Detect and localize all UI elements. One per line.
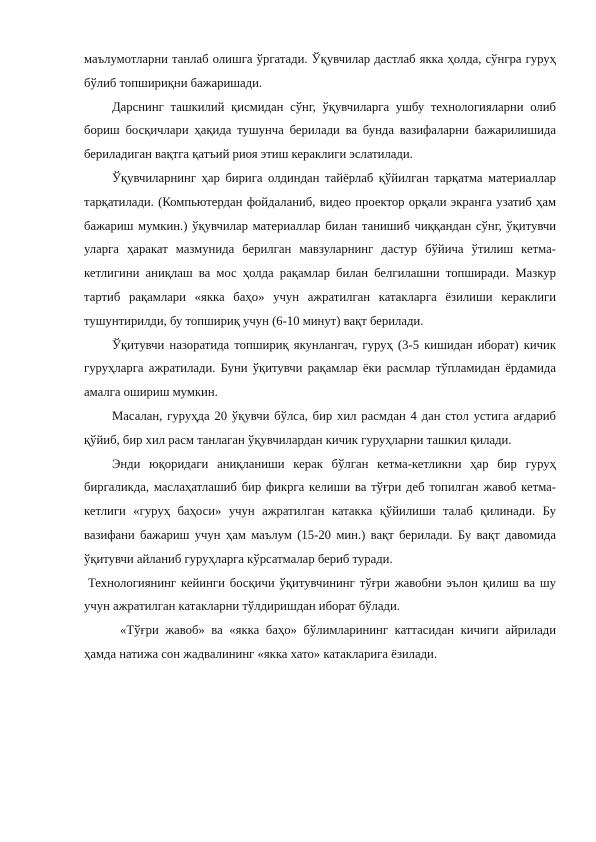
paragraph-2: Дарснинг ташкилий қисмидан сўнг, ўқувчиларга ушбу технологияларни олиб бориш босқичлари ҳақида тушунча берилади ва бунда вазифаларни бажарилишида бериладиган вақтга қатъий риоя этиш кераклиги эслатилади. [84, 99, 556, 162]
paragraph-5: Масалан, гуруҳда 20 ўқувчи бўлса, бир хил расмдан 4 дан стол устига ағдариб қўйиб, бир хил расм танлаган ўқувчилардан кичик гуруҳларни ташкил қилади. [84, 408, 556, 447]
paragraph-8: «Тўғри жавоб» ва «якка баҳо» бўлимларининг каттасидан кичиги айрилади ҳамда натижа сон жадвалининг «якка хато» катакларига ёзилади. [84, 623, 556, 661]
paragraph-1: маълумотларни танлаб олишга ўргатади. Ўқувчилар дастлаб якка ҳолда, сўнгра гуруҳ бўлиб топшириқни бажаришади. [84, 52, 556, 90]
paragraph-7: Технологиянинг кейинги босқичи ўқитувчининг тўғри жавобни эълон қилиш ва шу учун ажратилган катакларни тўлдиришдан иборат бўлади. [84, 575, 556, 614]
paragraph-4: Ўқитувчи назоратида топшириқ якунлангач, гуруҳ (3-5 кишидан иборат) кичик гуруҳларга ажратилади. Буни ўқитувчи рақамлар ёки расмлар тўпламидан ёрдамида амалга ошириш мумкин. [84, 337, 556, 400]
document-body [84, 48, 556, 667]
paragraph-3: Ўқувчиларнинг ҳар бирига олдиндан тайёрлаб қўйилган тарқатма материаллар тарқатилади. (Компьютердан фойдаланиб, видео проектор орқали экранга узатиб ҳам бажариш мумкин.) ўқувчилар материаллар билан танишиб чиққандан сўнг, ўқитувчи уларга ҳаракат мазмунида берилган мавзуларнинг дастур бўйича ўтилиш кетма-кетлигини аниқлаш ва мос ҳолда рақамлар билан белгилашни топширади. Мазкур тартиб рақамлари «якка баҳо» учун ажратилган катакларга ёзилиши кераклиги тушунтирилди, бу топшириқ учун (6-10 минут) вақт берилади. [84, 170, 556, 328]
paragraph-6: Энди юқоридаги аниқланиши керак бўлган кетма-кетликни ҳар бир гуруҳ биргаликда, маслаҳатлашиб бир фикрга келиши ва тўғри деб топилган жавоб кетма-кетлиги «гуруҳ баҳоси» учун ажратилган катакка қўйилиши талаб қилинади. Бу вазифани бажариш учун ҳам маълум (15-20 мин.) вақт берилади. Бу вақт давомида ўқитувчи айланиб гуруҳларга кўрсатмалар бериб туради. [84, 456, 556, 566]
